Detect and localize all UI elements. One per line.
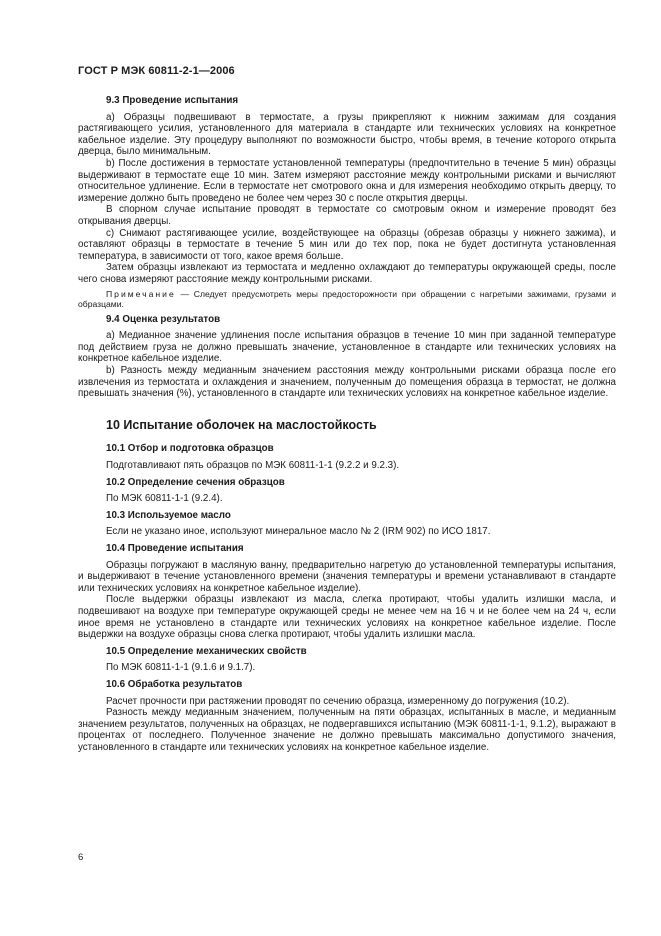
section-heading-10-4: 10.4 Проведение испытания [106,543,244,554]
paragraph: а) Образцы подвешивают в термостате, а грузы прикрепляют к нижним зажимам для создания растягивающего усилия, установленного для материала в стандарте или технических условиях на конкретное кабельное изделие. Эту процедуру выполняют по возможности быстро, чтобы время, в течение которого открыта дверца, было минимальным. [78,111,616,158]
paragraph: Если не указано иное, используют минеральное масло № 2 (IRM 902) по ИСО 1817. [106,526,491,538]
paragraph: После выдержки образцы извлекают из масла, слегка протирают, чтобы удалить излишки масла, и подвешивают на воздухе при температуре окружающей среды не менее чем на 16 ч и не более чем на 24 ч, если иное время не установлено в стандарте или технических условиях на конкретное кабельное изделие. После выдержки на воздухе образцы снова слегка протирают, чтобы удалить излишки масла. [78,594,616,641]
note-label: Примечание [106,288,176,299]
section-heading-10-2: 10.2 Определение сечения образцов [106,476,285,488]
paragraph: По МЭК 60811-1-1 (9.1.6 и 9.1.7). [106,662,256,674]
note [78,289,616,310]
section-heading-10-6: 10.6 Обработка результатов [106,678,243,690]
section-heading-10-1: 10.1 Отбор и подготовка образцов [106,443,274,455]
section-heading-10-5: 10.5 Определение механических свойств [106,645,307,657]
paragraph: Образцы погружают в масляную ванну, предварительно нагретую до установленной температуры испытания, и выдерживают в течение установленного времени (значения температуры и времени устанавливают в стандарте или технических условиях на конкретное кабельное изделие). [78,559,616,594]
paragraph: а) Медианное значение удлинения после испытания образцов в течение 10 мин при заданной температуре под действием груза не должно превышать значение, установленное в стандарте или технических условиях на конкретное кабельное изделие. [78,330,616,365]
paragraph: Подготавливают пять образцов по МЭК 60811-1-1 (9.2.2 и 9.2.3). [106,460,400,472]
note-text: — Следует предусмотреть меры предосторожности при обращении с нагретыми зажимами, грузами и образцами. [78,288,616,310]
paragraph: Разность между медианным значением, полученным на пяти образцах, испытанных в масле, и медианным значением результатов, полученных на образцах, не подвергавшихся испытанию (МЭК 60811-1-1, 9.1.2), выражают в процентах от последнего. Полученное значение не должно превышать максимально допустимого значения, установленного в стандарте или технических условиях на конкретное кабельное изделие. [78,707,616,753]
paragraph: b) После достижения в термостате установленной температуры (предпочтительно в течение 5 мин) образцы выдерживают в термостате еще 10 мин. Затем измеряют расстояние между контрольными рисками и вычисляют относительное удлинение. Если в термостате нет смотрового окна и для измерения необходимо открыть дверцу, то измерение должно быть проведено не более чем через 30 с после открытия дверцы. [78,157,616,204]
paragraph: По МЭК 60811-1-1 (9.2.4). [106,493,223,505]
paragraph: Затем образцы извлекают из термостата и медленно охлаждают до температуры окружающей среды, после чего снова измеряют расстояние между контрольными рисками. [78,262,616,285]
paragraph: b) Разность между медианным значением расстояния между контрольными рисками образца после его извлечения из термостата и охлаждения и значением, полученным до помещения образца в термостат, не должна превышать значения (%), установленного в стандарте или технических условиях на конкретное кабельное изделие. [78,365,616,400]
page-content [78,95,616,754]
section-heading-9-3: 9.3 Проведение испытания [106,95,239,106]
section-heading-10: 10 Испытание оболочек на маслостойкость [106,417,377,432]
section-heading-9-4: 9.4 Оценка результатов [106,313,221,325]
document-header: ГОСТ Р МЭК 60811-2-1—2006 [78,65,235,77]
paragraph: Расчет прочности при растяжении проводят по сечению образца, измеренному до погружения (10.2). [106,695,570,707]
paragraph: В спорном случае испытание проводят в термостате со смотровым окном и измерение проводят без открывания дверцы. [78,204,616,227]
page-number: 6 [78,852,84,863]
section-heading-10-3: 10.3 Используемое масло [106,509,231,521]
paragraph: с) Снимают растягивающее усилие, воздействующее на образцы (обрезав образцы у нижнего зажима), и оставляют образцы в термостате в течение 5 мин или до тех пор, пока не будет достигнута установленная температура, в зависимости от того, какое время больше. [78,227,616,262]
